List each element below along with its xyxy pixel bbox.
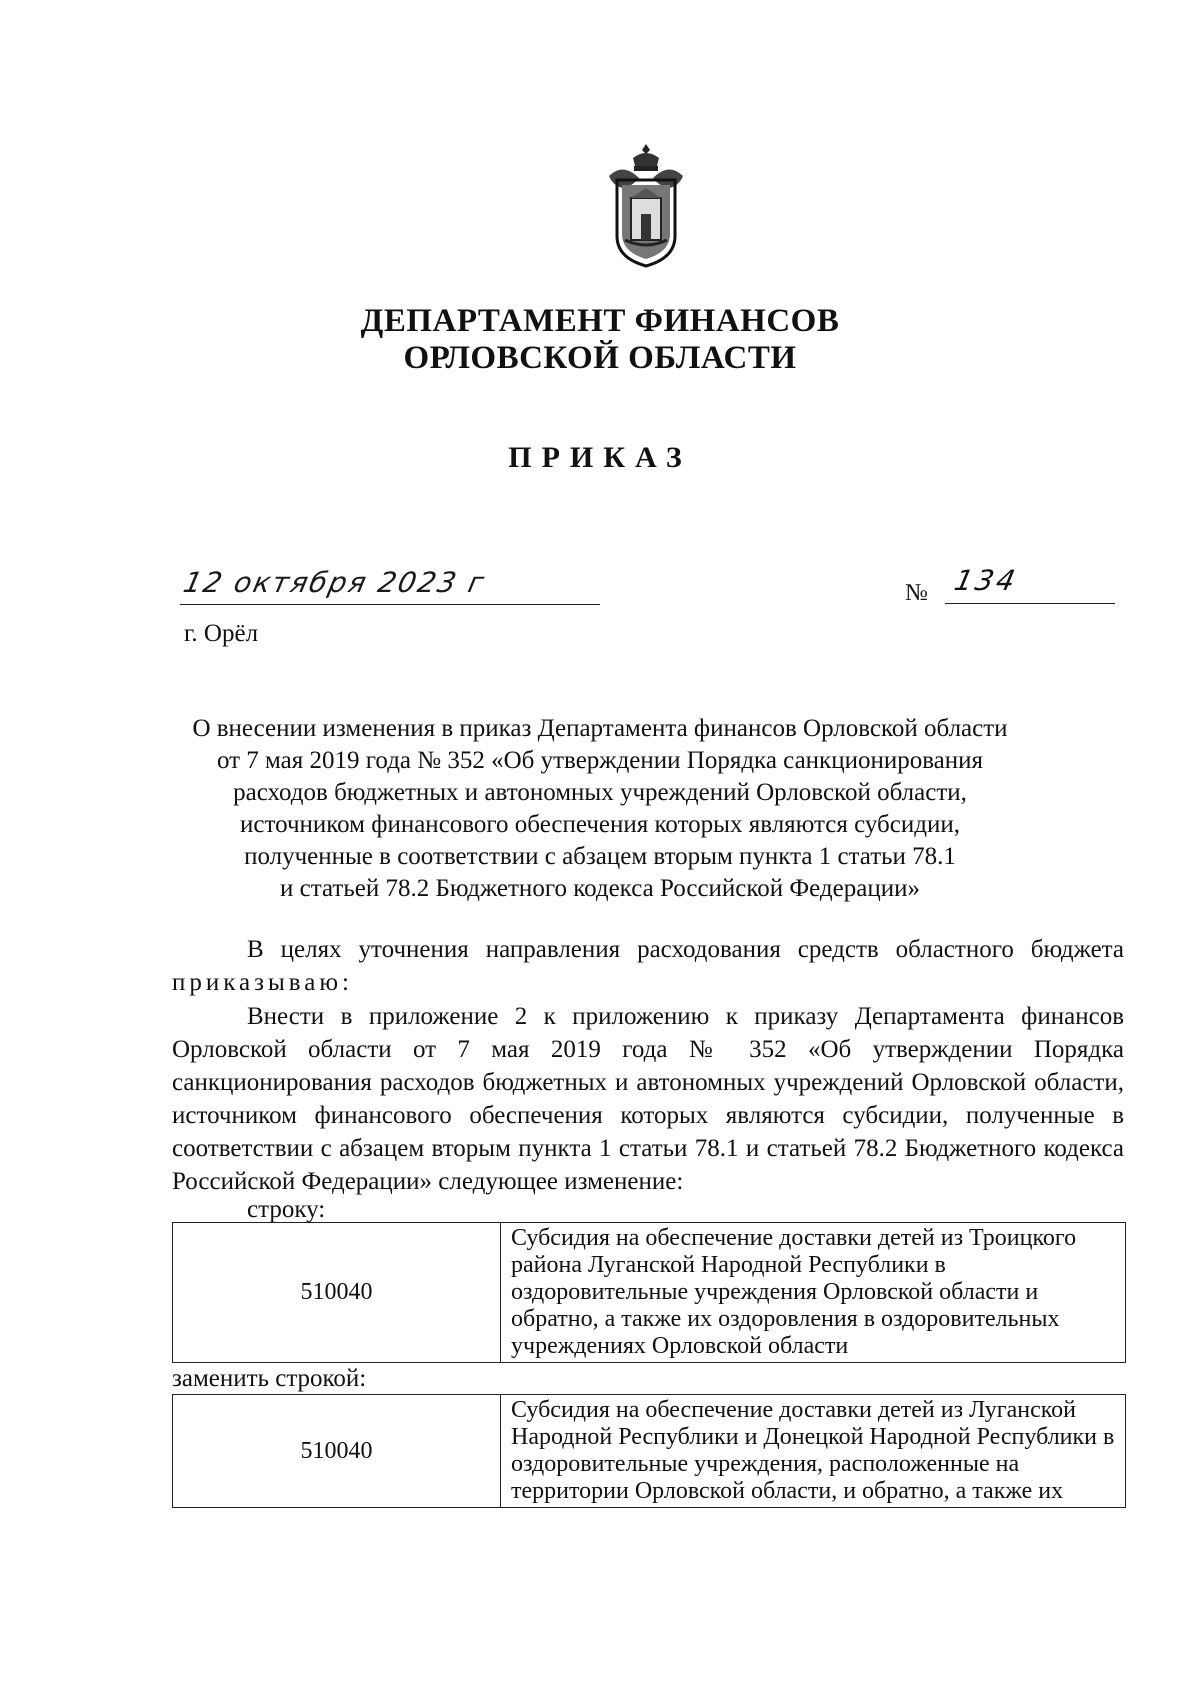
table-row bbox=[173, 1223, 1126, 1363]
preamble-colon: : bbox=[342, 969, 349, 996]
subject-line: источником финансового обеспечения которых являются субсидии, bbox=[240, 811, 960, 838]
department-title-line2: ОРЛОВСКОЙ ОБЛАСТИ bbox=[403, 340, 797, 376]
document-type-title: ПРИКАЗ bbox=[508, 441, 692, 474]
subsidy-description-cell: Субсидия на обеспечение доставки детей из Луганской Народной Республики и Донецкой Народной Республики в оздоровительные учреждения, расположенные на территории Орловской области, и обратно, а также их bbox=[501, 1395, 1126, 1508]
subject-line: полученные в соответствии с абзацем вторым пункта 1 статьи 78.1 bbox=[244, 843, 956, 870]
preamble-text: В целях уточнения направления расходования средств областного бюджета bbox=[247, 936, 1124, 963]
subject-line: О внесении изменения в приказ Департамента финансов Орловской области bbox=[192, 715, 1008, 742]
date-underline bbox=[180, 604, 600, 605]
replace-label: заменить строкой: bbox=[172, 1365, 367, 1392]
row-label: строку: bbox=[247, 1196, 326, 1223]
table-row bbox=[173, 1395, 1126, 1508]
order-subject bbox=[150, 713, 1050, 905]
subsidy-description-cell: Субсидия на обеспечение доставки детей из Троицкого района Луганской Народной Республики в оздоровительные учреждения Орловской области и обратно, а также их оздоровления в оздоровительных учреждениях Орловской области bbox=[501, 1223, 1126, 1363]
department-title-line1: ДЕПАРТАМЕНТ ФИНАНСОВ bbox=[360, 303, 840, 339]
amendment-paragraph: Внести в приложение 2 к приложению к приказу Департамента финансов Орловской области от 7 мая 2019 года № 352 «Об утверждении Порядка санкционирования расходов бюджетных и автономных учреждений Орловской области, источником финансового обеспечения которых являются субсидии, полученные в соответствии с абзацем вторым пункта 1 статьи 78.1 и статьей 78.2 Бюджетного кодекса Российской Федерации» следующее изменение: bbox=[172, 1003, 1124, 1195]
handwritten-order-number: 134 bbox=[951, 564, 1021, 597]
handwritten-date: 12 октября 2023 г bbox=[180, 566, 489, 599]
new-row-table bbox=[172, 1394, 1126, 1508]
preamble-paragraph bbox=[172, 933, 1124, 999]
coat-of-arms-icon bbox=[603, 140, 689, 270]
budget-code-cell: 510040 bbox=[173, 1395, 501, 1508]
subject-line: расходов бюджетных и автономных учреждений Орловской области, bbox=[233, 779, 967, 806]
old-row-table bbox=[172, 1222, 1126, 1363]
order-keyword: приказываю bbox=[172, 969, 343, 996]
budget-code-cell: 510040 bbox=[173, 1223, 501, 1363]
city-name: г. Орёл bbox=[184, 620, 259, 647]
subject-line: и статьей 78.2 Бюджетного кодекса Российской Федерации» bbox=[280, 875, 920, 902]
subject-line: от 7 мая 2019 года № 352 «Об утверждении Порядка санкционирования bbox=[216, 747, 984, 774]
number-sign: № bbox=[905, 580, 928, 606]
number-underline bbox=[945, 603, 1115, 604]
